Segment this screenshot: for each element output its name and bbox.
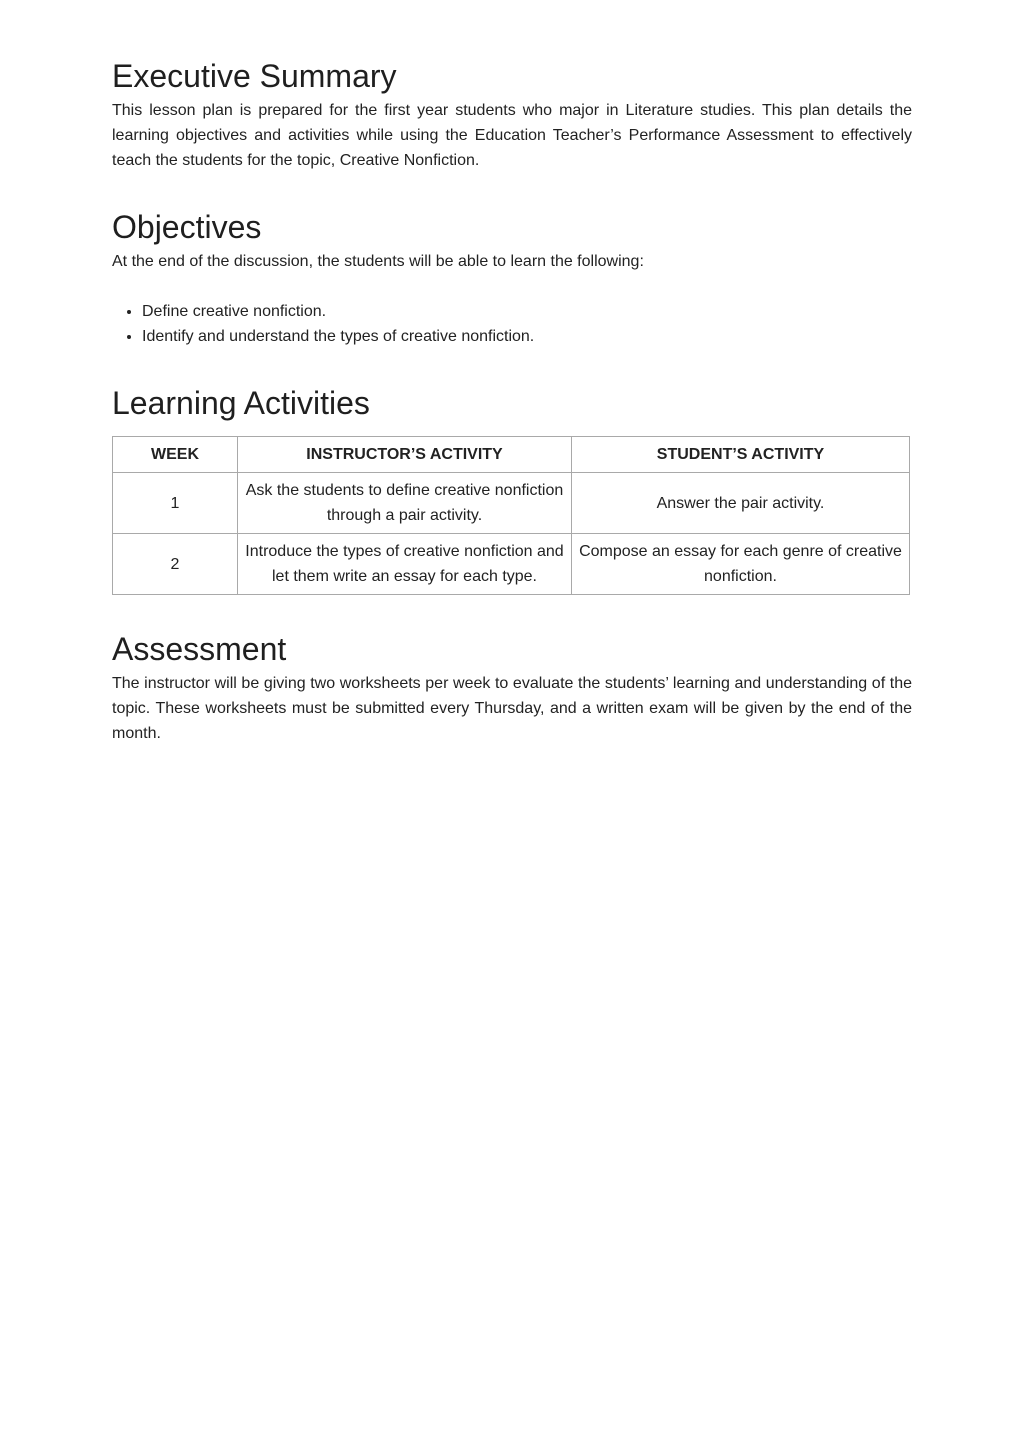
executive-summary-section [112,56,912,173]
table-header-row [113,437,910,473]
instructor-activity-cell: Introduce the types of creative nonfiction and let them write an essay for each type. [238,534,572,595]
week-cell: 1 [113,473,238,534]
objectives-heading: Objectives [112,209,262,245]
column-header-week: WEEK [113,437,238,473]
learning-activities-section [112,383,912,595]
assessment-body: The instructor will be giving two worksheets per week to evaluate the students’ learning and understanding of the topic. These worksheets must be submitted every Thursday, and a written exam will be given by the end of the month. [112,675,912,742]
objective-item: • Identify and understand the types of creative nonfiction. [142,324,912,349]
student-activity-cell: Answer the pair activity. [572,473,910,534]
table-row [113,473,910,534]
executive-summary-heading: Executive Summary [112,58,397,94]
instructor-activity-cell: Ask the students to define creative nonfiction through a pair activity. [238,473,572,534]
week-cell: 2 [113,534,238,595]
executive-summary-body: This lesson plan is prepared for the first year students who major in Literature studies. This plan details the learning objectives and activities while using the Education Teacher’s Performance Assessment to effectively teach the students for the topic, Creative Nonfiction. [112,102,912,169]
objectives-section [112,207,912,349]
objectives-list [112,299,912,349]
objectives-intro: At the end of the discussion, the students will be able to learn the following: [112,253,644,270]
table-row [113,534,910,595]
activities-table [112,436,910,595]
column-header-student-activity: STUDENT’S ACTIVITY [572,437,910,473]
objective-item: • Define creative nonfiction. [142,299,912,324]
student-activity-cell: Compose an essay for each genre of creative nonfiction. [572,534,910,595]
assessment-section [112,629,912,746]
learning-activities-heading: Learning Activities [112,385,370,421]
assessment-heading: Assessment [112,631,287,667]
column-header-instructor-activity: INSTRUCTOR’S ACTIVITY [238,437,572,473]
